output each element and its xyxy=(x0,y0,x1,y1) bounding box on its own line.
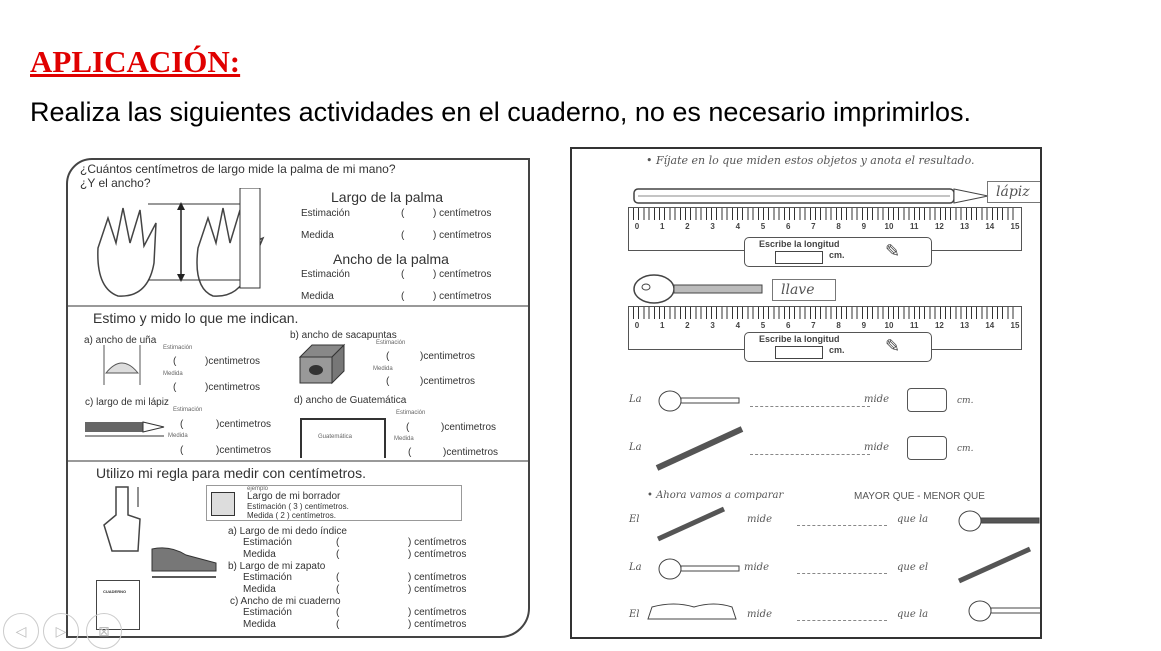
length-answer-box-1 xyxy=(744,237,932,267)
paren: ( xyxy=(336,572,340,583)
pencil-illustration xyxy=(84,420,169,438)
word-llave: llave xyxy=(772,279,836,301)
ruler-number: 2 xyxy=(685,321,690,330)
ruler-number: 9 xyxy=(861,222,867,231)
label-medida: Medida xyxy=(301,230,334,241)
ruler-number: 13 xyxy=(960,222,970,231)
cm-label: cm. xyxy=(829,345,845,355)
label-estimacion: Estimación xyxy=(301,208,350,219)
guatematica-book xyxy=(300,418,386,458)
ruler-number: 15 xyxy=(1010,321,1020,330)
paren: ( xyxy=(401,269,405,280)
paren: ( xyxy=(386,351,390,362)
unit-label: )centimetros xyxy=(420,376,476,387)
label-estimacion: Estimación xyxy=(396,410,426,416)
answer-line[interactable] xyxy=(750,405,870,407)
key-illustration xyxy=(632,273,767,309)
ruler-number: 13 xyxy=(960,321,970,330)
ruler-number: 2 xyxy=(685,222,690,231)
paren: ( xyxy=(401,230,405,241)
answer-line[interactable] xyxy=(797,524,887,526)
ruler-number: 15 xyxy=(1010,222,1020,231)
section3-title: Utilizo mi regla para medir con centímetros. xyxy=(96,465,366,481)
paren: ( xyxy=(173,356,177,367)
unit-label: )centimetros xyxy=(443,447,499,458)
unit-label: ) centímetros xyxy=(433,208,492,219)
label-estimacion: Estimación xyxy=(173,407,203,413)
ruler-number: 4 xyxy=(735,222,741,231)
unit-label: ) centímetros xyxy=(433,230,492,241)
paren: ( xyxy=(336,537,340,548)
ruler-number: 7 xyxy=(811,222,816,231)
word-la: La xyxy=(629,562,642,573)
unit-label: ) centímetros xyxy=(408,607,467,618)
ruler-number: 6 xyxy=(785,222,791,231)
ancho-palma-title: Ancho de la palma xyxy=(333,251,449,267)
ruler-number: 3 xyxy=(710,222,715,231)
ruler-number: 7 xyxy=(811,321,816,330)
small-key-icon xyxy=(967,599,1042,625)
s3-item-a: a) Largo de mi dedo índice xyxy=(228,526,347,537)
paren: ( xyxy=(408,447,412,458)
ruler-number: 1 xyxy=(659,222,665,231)
ruler-number: 14 xyxy=(985,321,995,330)
label-medida: Medida xyxy=(394,436,414,442)
ruler-number: 9 xyxy=(861,321,867,330)
paren: ( xyxy=(180,445,184,456)
paren: ( xyxy=(336,619,340,630)
compare-caps: MAYOR QUE - MENOR QUE xyxy=(854,491,985,502)
example-label: ejemplo xyxy=(247,486,269,492)
unit-label: ) centímetros xyxy=(408,537,467,548)
ruler-number: 11 xyxy=(909,321,919,330)
paren: ( xyxy=(173,382,177,393)
item-c-label: c) largo de mi lápiz xyxy=(85,397,169,408)
diagonal-pencil-icon xyxy=(955,544,1035,586)
s3-item-b: b) Largo de mi zapato xyxy=(228,561,326,572)
next-slide-button[interactable]: ▷ xyxy=(43,613,79,649)
instruction: • Fíjate en lo que miden estos objetos y anota el resultado. xyxy=(646,154,975,167)
word-lapiz: lápiz xyxy=(987,181,1042,203)
cm-answer-box[interactable] xyxy=(907,388,947,412)
eraser-bar-icon xyxy=(644,601,739,623)
answer-line[interactable] xyxy=(797,619,887,621)
diagonal-pencil-icon xyxy=(654,504,729,544)
ruler-number: 10 xyxy=(884,222,894,231)
word-que-la: que la xyxy=(897,514,929,525)
ruler-number: 5 xyxy=(760,321,766,330)
paren: ( xyxy=(406,422,410,433)
ruler-number: 6 xyxy=(785,321,791,330)
label-estimacion: Estimación xyxy=(163,345,193,351)
label-medida: Medida xyxy=(163,371,183,377)
word-mide: mide xyxy=(747,514,772,525)
paren: ( xyxy=(180,419,184,430)
label-medida: Medida xyxy=(168,433,188,439)
word-mide: mide xyxy=(864,442,889,453)
ruler-number: 5 xyxy=(760,222,766,231)
hands-illustration xyxy=(88,188,288,306)
word-que-el: que el xyxy=(897,562,929,573)
length-input[interactable] xyxy=(775,346,823,359)
question-line2: ¿Y el ancho? xyxy=(80,176,151,190)
row-label: Medida xyxy=(243,584,276,595)
item-d-label: d) ancho de Guatemática xyxy=(294,395,407,406)
word-cm: cm. xyxy=(957,396,974,406)
example-box xyxy=(206,485,462,521)
divider xyxy=(68,460,528,462)
length-answer-box-2 xyxy=(744,332,932,362)
ruler-number: 12 xyxy=(934,222,944,231)
word-mide: mide xyxy=(744,562,769,573)
word-el: El xyxy=(629,609,640,620)
compare-title: • Ahora vamos a comparar xyxy=(647,490,784,501)
finger-illustration xyxy=(98,485,153,553)
diagonal-pencil-icon xyxy=(652,424,747,474)
unit-label: ) centímetros xyxy=(433,269,492,280)
pencil-question-icon: ✎ xyxy=(885,336,901,356)
escribe-label: Escribe la longitud xyxy=(759,334,840,344)
word-mide: mide xyxy=(864,394,889,405)
label-estimacion: Estimación xyxy=(301,269,350,280)
ruler-number: 0 xyxy=(634,321,640,330)
ruler-number: 1 xyxy=(659,321,665,330)
item-b-label: b) ancho de sacapuntas xyxy=(290,330,397,341)
paren: ( xyxy=(401,208,405,219)
paren: ( xyxy=(336,584,340,595)
example-title: Largo de mi borrador xyxy=(247,491,341,502)
row-label: Estimación xyxy=(243,572,292,583)
notebook-label: CUADERNO xyxy=(103,589,127,594)
ruler-number: 10 xyxy=(884,321,894,330)
escribe-label: Escribe la longitud xyxy=(759,239,840,249)
word-que-la: que la xyxy=(897,609,929,620)
unit-label: ) centímetros xyxy=(408,619,467,630)
example-estimacion: Estimación ( 3 ) centímetros. xyxy=(247,502,349,511)
unit-label: )centimetros xyxy=(441,422,497,433)
unit-label: )centimetros xyxy=(420,351,476,362)
question-line1: ¿Cuántos centímetros de largo mide la palma de mi mano? xyxy=(80,162,396,176)
row-label: Medida xyxy=(243,619,276,630)
previous-slide-button[interactable]: ◁ xyxy=(3,613,39,649)
label-medida: Medida xyxy=(373,366,393,372)
sharpener-illustration xyxy=(298,343,348,388)
paren: ( xyxy=(386,376,390,387)
unit-label: )centimetros xyxy=(205,382,261,393)
unit-label: ) centímetros xyxy=(433,291,492,302)
row-label: Medida xyxy=(243,549,276,560)
ruler-number: 0 xyxy=(634,222,640,231)
word-la: La xyxy=(629,442,642,453)
paren: ( xyxy=(336,607,340,618)
word-cm: cm. xyxy=(957,444,974,454)
right-worksheet xyxy=(570,147,1042,639)
divider xyxy=(68,305,528,307)
label-medida: Medida xyxy=(301,291,334,302)
length-input[interactable] xyxy=(775,251,823,264)
row-label: Estimación xyxy=(243,607,292,618)
unit-label: )centimetros xyxy=(205,356,261,367)
row-label: Estimación xyxy=(243,537,292,548)
ruler-number: 12 xyxy=(934,321,944,330)
ruler-number: 11 xyxy=(909,222,919,231)
ruler-number: 4 xyxy=(735,321,741,330)
fingernail-illustration xyxy=(100,345,145,390)
word-la: La xyxy=(629,394,642,405)
word-mide: mide xyxy=(747,609,772,620)
long-pencil-illustration xyxy=(632,185,992,209)
ruler-number: 8 xyxy=(836,222,841,231)
s3-item-c: c) Ancho de mi cuaderno xyxy=(230,596,341,607)
paren: ( xyxy=(336,549,340,560)
section2-title: Estimo y mido lo que me indican. xyxy=(93,310,299,326)
example-medida: Medida ( 2 ) centímetros. xyxy=(247,511,336,520)
small-key-icon xyxy=(657,389,742,415)
unit-label: ) centímetros xyxy=(408,549,467,560)
book-label: Guatemática xyxy=(318,434,353,440)
ruler-number: 8 xyxy=(836,321,841,330)
largo-palma-title: Largo de la palma xyxy=(331,189,444,205)
cm-answer-box[interactable] xyxy=(907,436,947,460)
item-a-label: a) ancho de uña xyxy=(84,335,157,346)
label-estimacion: Estimación xyxy=(376,340,406,346)
unit-label: )centimetros xyxy=(216,445,272,456)
ruler-number: 14 xyxy=(985,222,995,231)
pencil-question-icon: ✎ xyxy=(885,241,901,261)
shoe-illustration xyxy=(150,545,220,581)
left-worksheet xyxy=(66,158,530,638)
slide-title: APLICACIÓN: xyxy=(30,44,241,79)
answer-line[interactable] xyxy=(750,453,870,455)
unit-label: ) centímetros xyxy=(408,572,467,583)
cm-label: cm. xyxy=(829,250,845,260)
small-key-icon xyxy=(957,509,1042,535)
answer-line[interactable] xyxy=(797,572,887,574)
unit-label: ) centímetros xyxy=(408,584,467,595)
small-key-icon xyxy=(657,557,742,583)
ruler-number: 3 xyxy=(710,321,715,330)
word-el: El xyxy=(629,514,640,525)
unit-label: )centimetros xyxy=(216,419,272,430)
slide-subtitle: Realiza las siguientes actividades en el cuaderno, no es necesario imprimirlos. xyxy=(30,97,971,127)
zoom-button[interactable]: ⊠ xyxy=(86,613,122,649)
paren: ( xyxy=(401,291,405,302)
